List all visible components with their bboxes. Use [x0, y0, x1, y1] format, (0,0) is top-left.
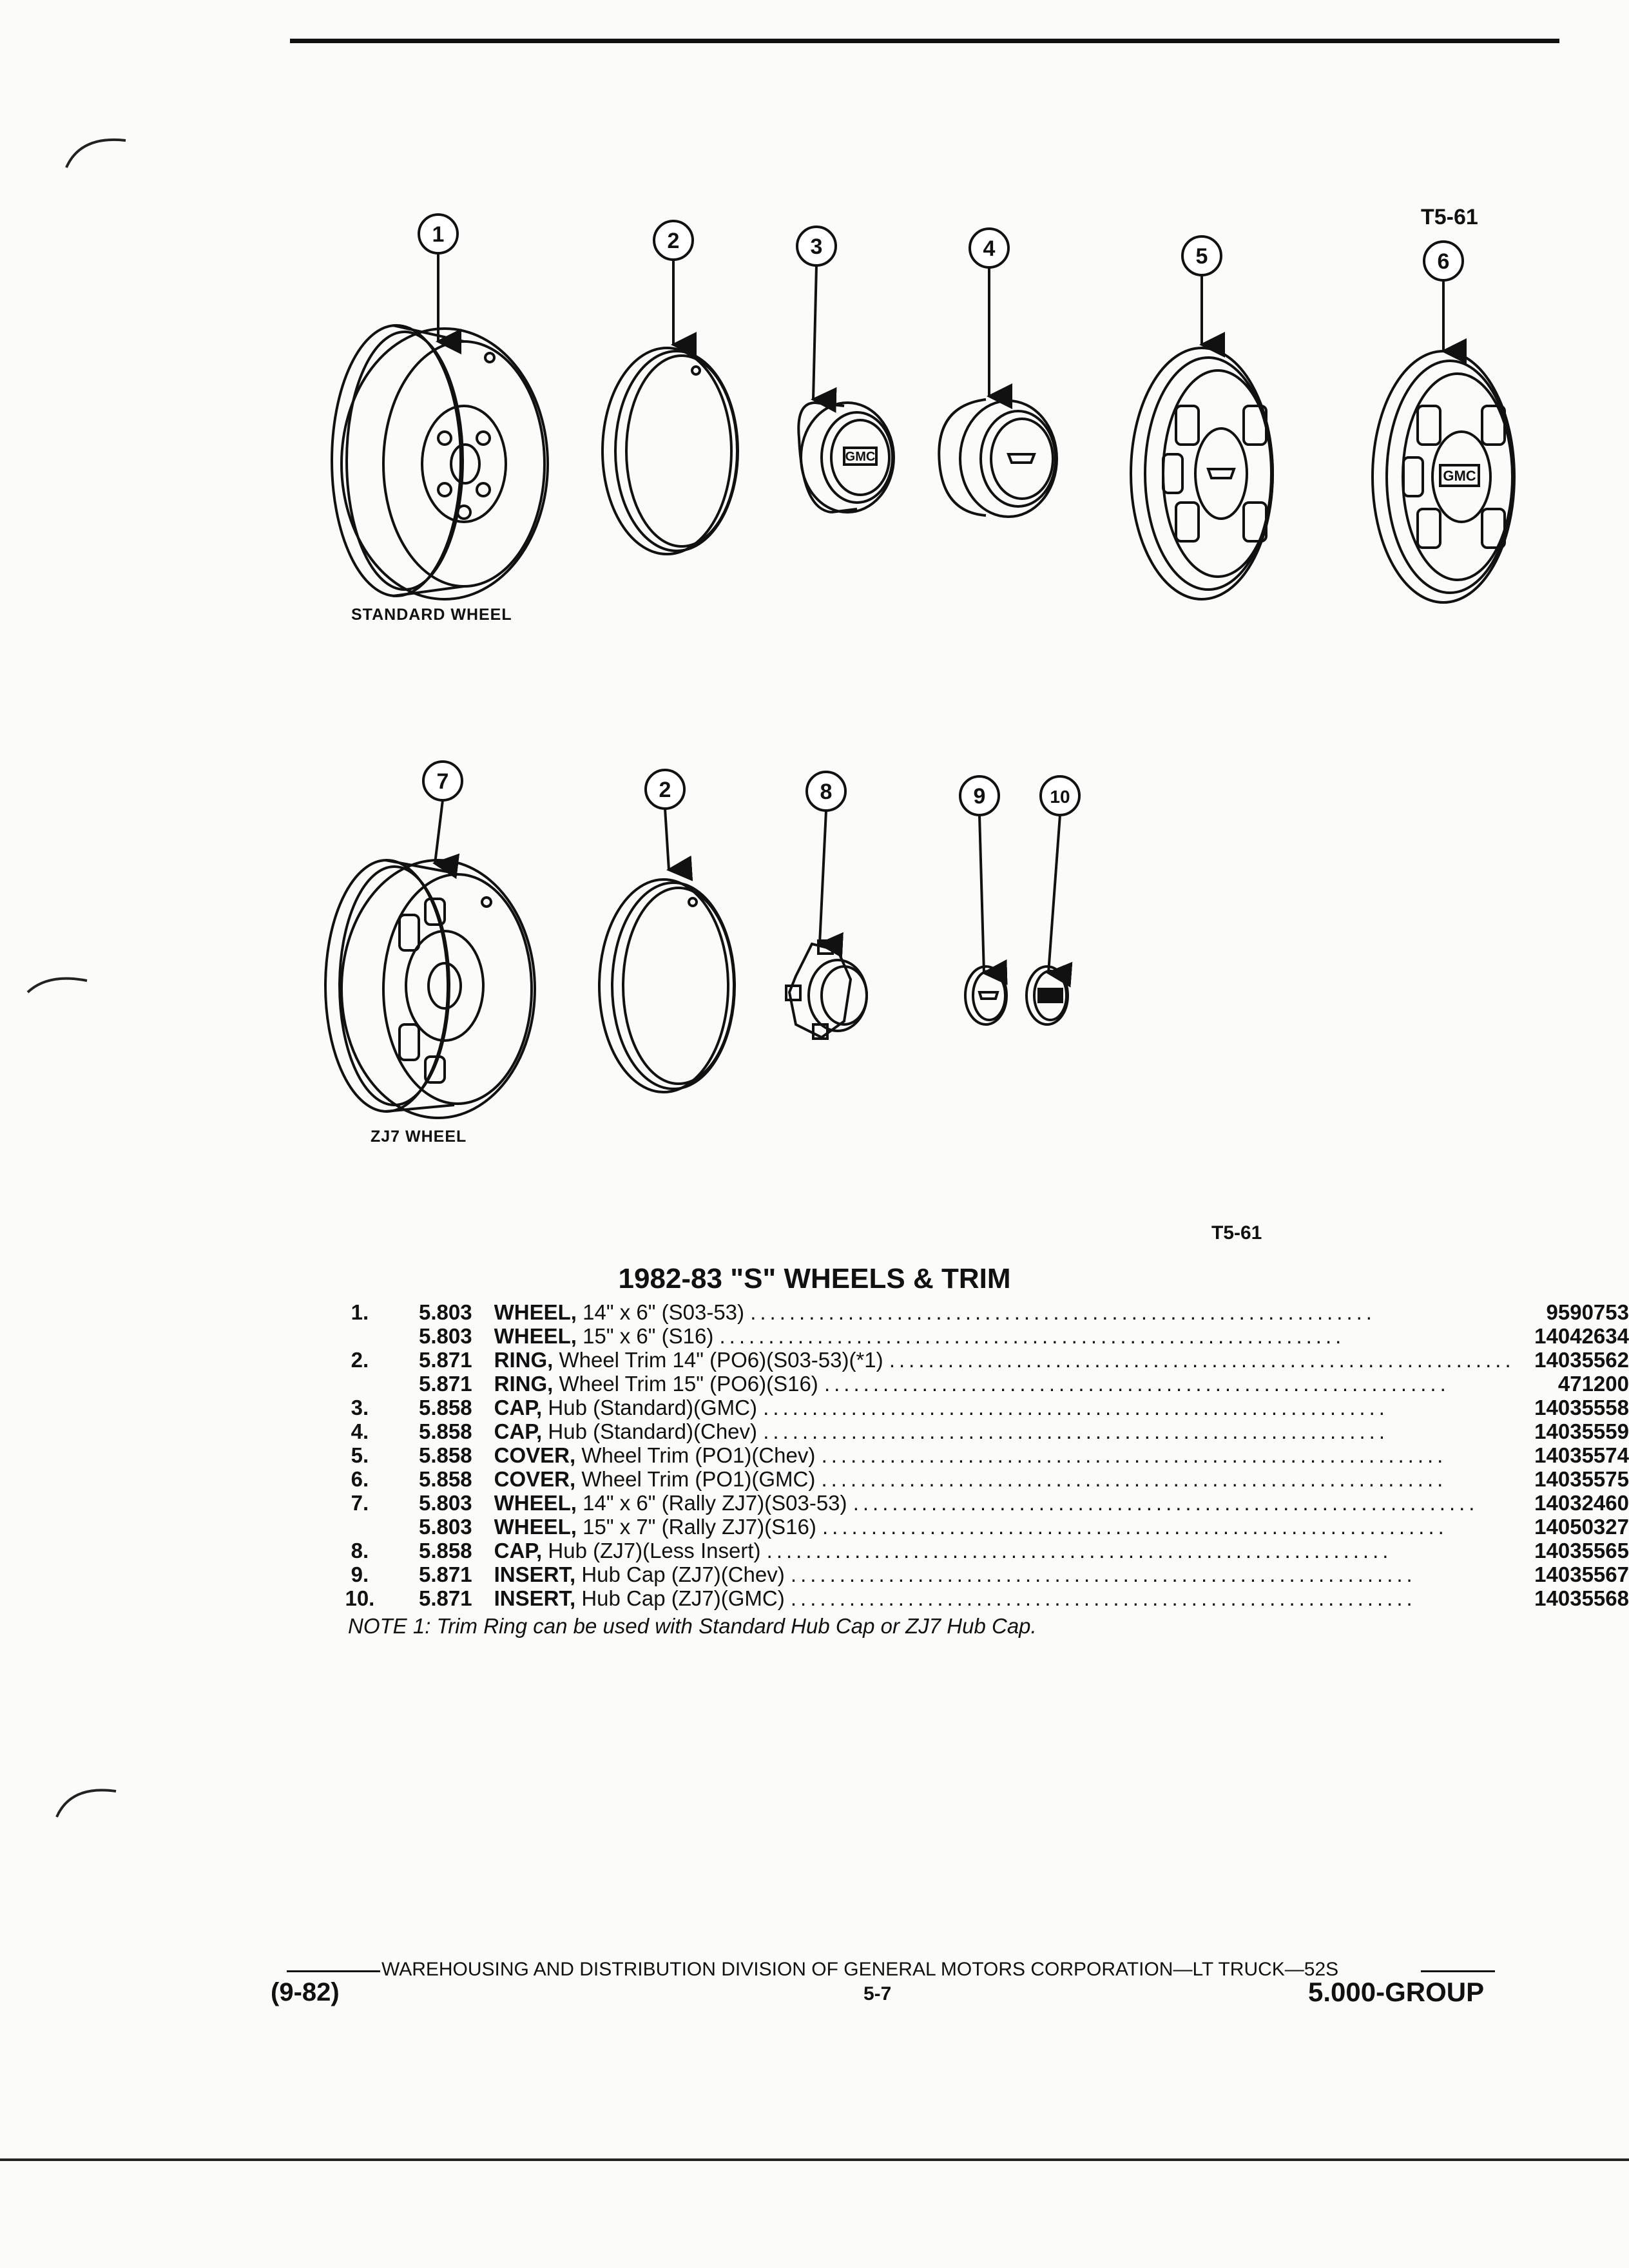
description: [494, 1467, 1515, 1491]
part-spec: Wheel Trim (PO1)(Chev): [581, 1443, 816, 1467]
leader-dots: ................................................................: [821, 1443, 1447, 1467]
part-name: CAP,: [494, 1419, 543, 1443]
callout-1: [419, 215, 458, 253]
part-name: WHEEL,: [494, 1324, 577, 1348]
figure-code-bottom: T5-61: [1211, 1222, 1262, 1244]
leader-dots: ................................................................: [763, 1419, 1389, 1443]
item-number: [335, 1324, 385, 1348]
leader-dots: ................................................................: [766, 1539, 1393, 1562]
item-number: [335, 1372, 385, 1396]
hub-cap-chev-illustration: [939, 399, 1057, 517]
footer-dash-right: [1421, 1970, 1495, 1972]
description: [494, 1324, 1515, 1348]
part-number: 14035565: [1534, 1539, 1629, 1562]
callout-4-text: 4: [983, 236, 996, 261]
part-number: 14032460: [1534, 1491, 1629, 1515]
part-name: CAP,: [494, 1539, 543, 1562]
part-name: WHEEL,: [494, 1491, 577, 1515]
description: [494, 1586, 1515, 1610]
part-name: RING,: [494, 1372, 554, 1396]
parts-table: [335, 1300, 1629, 1610]
footer-date: (9-82): [271, 1978, 340, 2006]
leader-dots: ................................................................: [790, 1586, 1416, 1610]
callout-9-text: 9: [973, 784, 986, 809]
description: [494, 1396, 1515, 1419]
item-number: 7.: [351, 1491, 369, 1515]
table-row: [335, 1348, 1629, 1372]
callout-2b-text: 2: [659, 778, 671, 802]
group-number: 5.858: [419, 1419, 472, 1443]
callout-2b: [646, 770, 684, 809]
gmc-emblem-text: GMC: [845, 450, 876, 464]
leader-dots: ................................................................: [719, 1324, 1345, 1348]
footnote: NOTE 1: Trim Ring can be used with Standard Hub Cap or ZJ7 Hub Cap.: [348, 1614, 1037, 1638]
part-number: 9590753: [1546, 1300, 1629, 1324]
callout-3: [797, 227, 836, 265]
callout-2-text: 2: [667, 229, 680, 253]
callout-10: [1041, 776, 1079, 815]
leader-dots: ................................................................: [821, 1467, 1447, 1491]
trim-ring-illustration: [602, 348, 738, 554]
table-row: [335, 1372, 1629, 1396]
footer-publisher-line: WAREHOUSING AND DISTRIBUTION DIVISION OF GENERAL MOTORS CORPORATION—LT TRUCK—52S: [381, 1959, 1339, 1980]
leader-dots: ................................................................: [889, 1348, 1515, 1372]
trim-ring-illustration-2: [599, 879, 735, 1092]
item-number: 4.: [351, 1419, 369, 1443]
part-spec: Hub Cap (ZJ7)(Chev): [581, 1562, 785, 1586]
table-row: [335, 1467, 1629, 1491]
part-name: INSERT,: [494, 1586, 576, 1610]
group-number: 5.871: [419, 1348, 472, 1372]
callout-7-text: 7: [436, 769, 449, 794]
gmc-emblem-text-2: GMC: [1443, 468, 1476, 484]
table-row: [335, 1396, 1629, 1419]
part-spec: 15" x 7" (Rally ZJ7)(S16): [583, 1515, 816, 1539]
part-spec: 14" x 6" (Rally ZJ7)(S03-53): [583, 1491, 847, 1515]
item-number: 10.: [345, 1586, 375, 1610]
part-name: RING,: [494, 1348, 554, 1372]
callout-4: [970, 229, 1008, 267]
standard-wheel-illustration: [332, 325, 548, 599]
group-number: 5.803: [419, 1491, 472, 1515]
item-number: 6.: [351, 1467, 369, 1491]
insert-chev-illustration: [965, 966, 1007, 1024]
table-row: [335, 1515, 1629, 1539]
description: [494, 1348, 1515, 1372]
group-number: 5.803: [419, 1515, 472, 1539]
part-spec: Hub (Standard)(Chev): [548, 1419, 758, 1443]
zj7-hub-cap-illustration: [786, 941, 867, 1039]
part-spec: 14" x 6" (S03-53): [583, 1300, 745, 1324]
part-spec: Wheel Trim 15" (PO6)(S16): [559, 1372, 818, 1396]
item-number: 9.: [351, 1562, 369, 1586]
table-row: [335, 1586, 1629, 1610]
part-number: 14035562: [1534, 1348, 1629, 1372]
leader-dots: ................................................................: [822, 1515, 1448, 1539]
description: [494, 1300, 1515, 1324]
description: [494, 1562, 1515, 1586]
callout-10-text: 10: [1050, 787, 1070, 807]
part-number: 14035567: [1534, 1562, 1629, 1586]
description: [494, 1491, 1515, 1515]
item-number: 1.: [351, 1300, 369, 1324]
callout-2: [654, 221, 693, 260]
part-number: 471200: [1557, 1372, 1629, 1396]
leader-dots: ................................................................: [763, 1396, 1389, 1419]
item-number: [335, 1515, 385, 1539]
part-number: 14035575: [1534, 1467, 1629, 1491]
part-spec: Hub (Standard)(GMC): [548, 1396, 757, 1419]
callout-1-text: 1: [432, 222, 445, 247]
part-name: WHEEL,: [494, 1300, 577, 1324]
group-number: 5.858: [419, 1396, 472, 1419]
item-number: 2.: [351, 1348, 369, 1372]
wheel-cover-chev-illustration: [1131, 348, 1273, 599]
group-number: 5.803: [419, 1300, 472, 1324]
part-spec: 15" x 6" (S16): [583, 1324, 714, 1348]
part-number: 14050327: [1534, 1515, 1629, 1539]
part-spec: Wheel Trim (PO1)(GMC): [581, 1467, 816, 1491]
footer-group: 5.000-GROUP: [1308, 1977, 1485, 2007]
group-number: 5.871: [419, 1372, 472, 1396]
page-title: 1982-83 "S" WHEELS & TRIM: [618, 1263, 1011, 1294]
description: [494, 1539, 1515, 1562]
table-row: [335, 1539, 1629, 1562]
callout-5-text: 5: [1195, 244, 1208, 269]
leader-dots: ................................................................: [790, 1562, 1416, 1586]
table-row: [335, 1443, 1629, 1467]
table-row: [335, 1324, 1629, 1348]
group-number: 5.803: [419, 1324, 472, 1348]
table-row: [335, 1300, 1629, 1324]
group-number: 5.858: [419, 1467, 472, 1491]
zj7-wheel-illustration: [325, 860, 535, 1118]
bottom-rule: [0, 2158, 1629, 2161]
leader-dots: ................................................................: [750, 1300, 1376, 1324]
group-number: 5.858: [419, 1443, 472, 1467]
figure-code-top: T5-61: [1421, 205, 1478, 229]
description: [494, 1419, 1515, 1443]
part-number: 14035559: [1534, 1419, 1629, 1443]
leader-dots: ................................................................: [853, 1491, 1479, 1515]
callout-8: [807, 772, 845, 811]
description: [494, 1515, 1515, 1539]
part-spec: Hub (ZJ7)(Less Insert): [548, 1539, 761, 1562]
page-number: 5-7: [863, 1983, 892, 2004]
item-number: 5.: [351, 1443, 369, 1467]
callout-8-text: 8: [820, 780, 833, 804]
part-name: WHEEL,: [494, 1515, 577, 1539]
group-number: 5.871: [419, 1586, 472, 1610]
callout-3-text: 3: [810, 235, 823, 259]
part-number: 14042634: [1534, 1324, 1629, 1348]
item-number: 8.: [351, 1539, 369, 1562]
part-name: INSERT,: [494, 1562, 576, 1586]
group-number: 5.858: [419, 1539, 472, 1562]
part-number: 14035568: [1534, 1586, 1629, 1610]
callout-6: [1424, 242, 1463, 280]
callout-6-text: 6: [1437, 249, 1450, 274]
item-number: 3.: [351, 1396, 369, 1419]
table-row: [335, 1562, 1629, 1586]
footer-dash-left: [287, 1970, 380, 1972]
callout-5: [1182, 236, 1221, 275]
description: [494, 1443, 1515, 1467]
table-row: [335, 1491, 1629, 1515]
description: [494, 1372, 1515, 1396]
table-row: [335, 1419, 1629, 1443]
part-name: COVER,: [494, 1443, 576, 1467]
insert-gmc-illustration: [1027, 966, 1068, 1024]
leader-dots: ................................................................: [824, 1372, 1450, 1396]
part-name: CAP,: [494, 1396, 543, 1419]
callout-7: [423, 762, 462, 800]
part-spec: Hub Cap (ZJ7)(GMC): [581, 1586, 785, 1610]
part-number: 14035558: [1534, 1396, 1629, 1419]
zj7-wheel-label: ZJ7 WHEEL: [371, 1128, 467, 1146]
callout-9: [960, 776, 999, 815]
group-number: 5.871: [419, 1562, 472, 1586]
scan-mark: [52, 1772, 122, 1830]
standard-wheel-label: STANDARD WHEEL: [351, 606, 512, 624]
part-number: 14035574: [1534, 1443, 1629, 1467]
part-name: COVER,: [494, 1467, 576, 1491]
part-spec: Wheel Trim 14" (PO6)(S03-53)(*1): [559, 1348, 883, 1372]
